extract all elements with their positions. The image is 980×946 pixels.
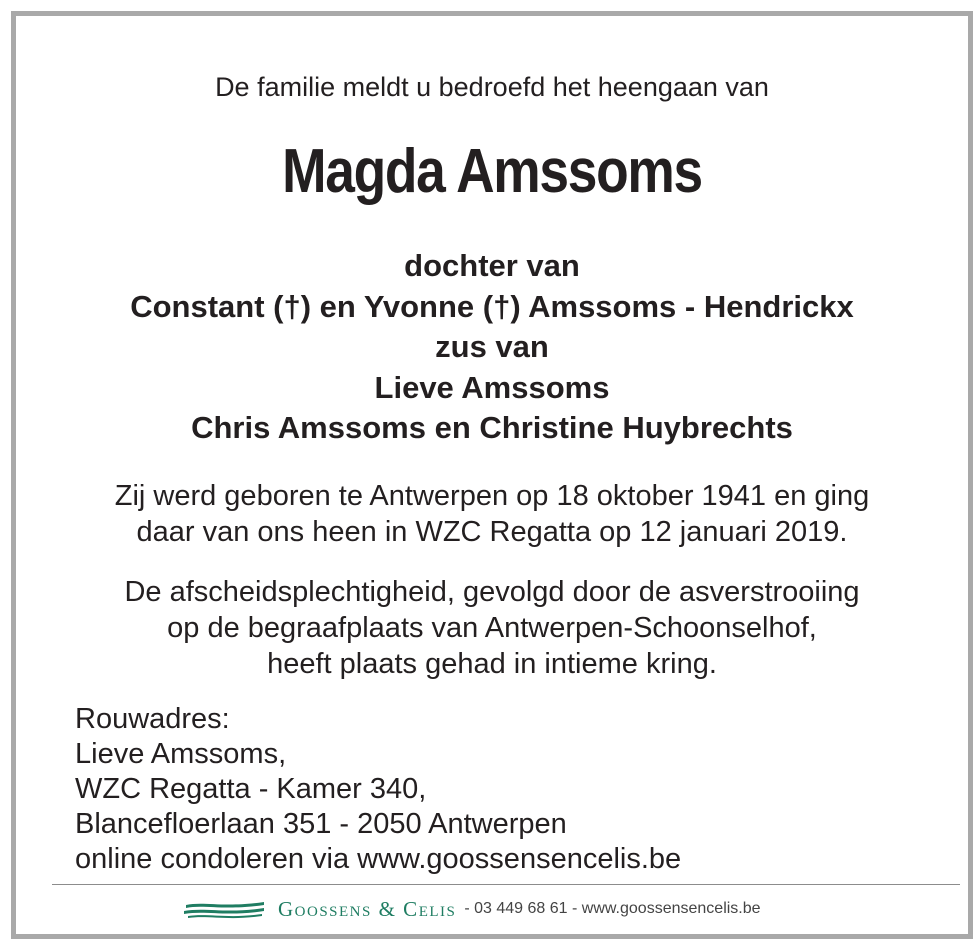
paragraph-line: op de begraafplaats van Antwerpen-Schoonselhof, xyxy=(167,612,817,644)
intro-text: De familie meldt u bedroefd het heengaan van xyxy=(215,72,769,102)
ceremony-paragraph xyxy=(16,574,968,682)
address-line: WZC Regatta - Kamer 340, xyxy=(75,773,427,805)
deceased-name: Magda Amssoms xyxy=(282,137,702,206)
funeral-home-name: Goossens & Celis xyxy=(278,896,457,921)
family-line: Constant (†) en Yvonne (†) Amssoms - Hendrickx xyxy=(130,288,854,324)
paragraph-line: Zij werd geboren te Antwerpen op 18 oktober 1941 en ging xyxy=(114,480,870,512)
paragraph-line: heeft plaats gehad in intieme kring. xyxy=(267,648,717,680)
address-line: Blancefloerlaan 351 - 2050 Antwerpen xyxy=(75,808,567,840)
family-line: Lieve Amssoms xyxy=(374,369,610,405)
waves-icon xyxy=(184,898,266,920)
funeral-home-footer xyxy=(184,892,761,926)
funeral-home-contact[interactable]: - 03 449 68 61 - www.goossensencelis.be xyxy=(464,900,761,917)
footer-divider xyxy=(52,884,960,885)
address-label: Rouwadres: xyxy=(75,703,230,735)
family-line: dochter van xyxy=(404,248,580,283)
obituary-card xyxy=(11,11,973,939)
family-block xyxy=(16,246,968,449)
condolence-link[interactable]: online condoleren via www.goossensencelis.be xyxy=(75,843,682,875)
family-line: zus van xyxy=(435,329,549,364)
mourning-address xyxy=(75,702,681,877)
address-line: Lieve Amssoms, xyxy=(75,738,287,770)
paragraph-line: daar van ons heen in WZC Regatta op 12 januari 2019. xyxy=(136,516,848,548)
family-line: Chris Amssoms en Christine Huybrechts xyxy=(191,410,793,445)
paragraph-line: De afscheidsplechtigheid, gevolgd door de asverstrooiing xyxy=(124,576,860,608)
birth-death-paragraph xyxy=(16,478,968,550)
